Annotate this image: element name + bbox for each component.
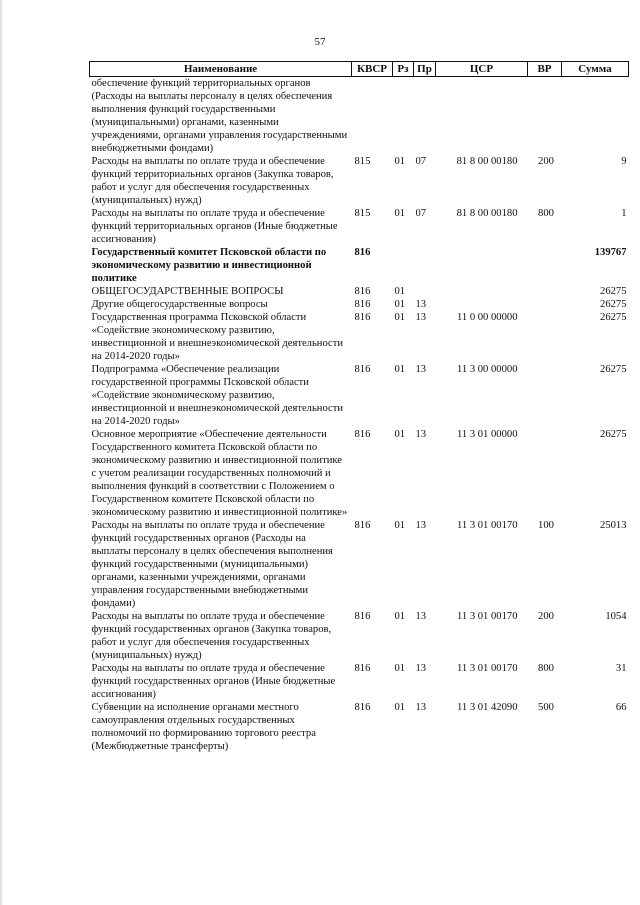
cell-kvsr: [352, 77, 393, 156]
cell-vr: 500: [538, 702, 554, 713]
header-rz: Рз: [393, 62, 414, 77]
header-vr: ВР: [528, 62, 562, 77]
cell-sum: 1054: [605, 611, 627, 622]
header-kvsr: КВСР: [352, 62, 393, 77]
cell-vr: 200: [538, 156, 554, 167]
table-row: [90, 155, 629, 207]
cell-rz: 01: [394, 364, 406, 375]
cell-sum: 9: [621, 156, 627, 167]
table-header: [90, 62, 629, 77]
header-csr: ЦСР: [436, 62, 528, 77]
page-number: 57: [314, 36, 326, 48]
cell-name: Государственный комитет Псковской области по экономическому развитию и инвестиционной политике: [91, 247, 327, 284]
cell-sum: 26275: [600, 364, 627, 375]
cell-vr: [528, 298, 562, 311]
cell-rz: 01: [394, 520, 406, 531]
cell-sum: 1: [621, 208, 627, 219]
cell-rz: 01: [394, 611, 406, 622]
cell-name: Расходы на выплаты по оплате труда и обеспечение функций государственных органов (Закупка товаров, работ и услуг для обеспечения государственных (муниципальных) нужд): [91, 611, 332, 661]
cell-csr: 11 3 01 00170: [456, 520, 518, 531]
cell-rz: 01: [394, 299, 406, 310]
cell-kvsr: 815: [354, 208, 371, 219]
cell-rz: 01: [394, 312, 406, 323]
cell-vr: 100: [538, 520, 554, 531]
cell-pr: 07: [415, 156, 427, 167]
cell-csr: [436, 298, 528, 311]
header-name: Наименование: [90, 62, 352, 77]
cell-kvsr: 816: [354, 702, 371, 713]
cell-pr: 13: [415, 429, 427, 440]
cell-rz: [393, 246, 414, 285]
cell-pr: 13: [415, 364, 427, 375]
cell-pr: 13: [415, 702, 427, 713]
cell-pr: 07: [415, 208, 427, 219]
cell-name: Расходы на выплаты по оплате труда и обеспечение функций государственных органов (Расходы на выплаты персоналу в целях обеспечения выполнения функций государственными (муниципальными) органами, казенными учреждениями, органами управления государственными внебюджетными фондами): [91, 520, 333, 609]
cell-name: ОБЩЕГОСУДАРСТВЕННЫЕ ВОПРОСЫ: [91, 286, 284, 297]
cell-vr: [528, 311, 562, 363]
cell-csr: 11 3 01 00170: [456, 663, 518, 674]
cell-sum: 26275: [600, 286, 627, 297]
cell-sum: 25013: [600, 520, 627, 531]
cell-pr: [414, 285, 436, 298]
table-row: [90, 701, 629, 753]
table-row: [90, 363, 629, 428]
cell-sum: 66: [615, 702, 627, 713]
cell-vr: 800: [538, 663, 554, 674]
cell-sum: 31: [615, 663, 627, 674]
cell-kvsr: 816: [354, 663, 371, 674]
cell-pr: 13: [415, 611, 427, 622]
cell-rz: 01: [394, 429, 406, 440]
table-row: [90, 662, 629, 701]
cell-vr: [528, 428, 562, 519]
cell-pr: [414, 246, 436, 285]
cell-kvsr: 816: [354, 312, 371, 323]
scan-left-edge: [0, 0, 3, 905]
cell-sum: 26275: [600, 299, 627, 310]
cell-name: обеспечение функций территориальных органов (Расходы на выплаты персоналу в целях обеспечения выполнения функций государственными (муниципальными) органами, казенными учреждениями, органами управления государственными внебюджетными фондами): [91, 78, 348, 154]
cell-csr: 11 3 00 00000: [456, 364, 518, 375]
header-row: [90, 62, 629, 77]
cell-name: Расходы на выплаты по оплате труда и обеспечение функций территориальных органов (Закупка товаров, работ и услуг для обеспечения государственных (муниципальных) нужд): [91, 156, 334, 206]
cell-csr: 11 0 00 00000: [456, 312, 518, 323]
cell-vr: [528, 363, 562, 428]
table-row: [90, 311, 629, 363]
cell-kvsr: 816: [354, 429, 371, 440]
header-sum: Сумма: [562, 62, 629, 77]
cell-kvsr: 816: [354, 364, 371, 375]
cell-name: Расходы на выплаты по оплате труда и обеспечение функций территориальных органов (Иные бюджетные ассигнования): [91, 208, 338, 245]
table-row: [90, 519, 629, 610]
cell-pr: 13: [415, 299, 427, 310]
header-pr: Пр: [414, 62, 436, 77]
cell-csr: [436, 285, 528, 298]
cell-rz: 01: [394, 208, 406, 219]
cell-sum: 26275: [600, 429, 627, 440]
cell-vr: [528, 246, 562, 285]
cell-rz: 01: [394, 702, 406, 713]
cell-kvsr: 816: [354, 611, 371, 622]
cell-pr: [414, 77, 436, 156]
cell-pr: 13: [415, 312, 427, 323]
table-body: [90, 77, 629, 754]
table-row: [90, 298, 629, 311]
table-row: [90, 428, 629, 519]
cell-rz: 01: [394, 663, 406, 674]
cell-csr: [436, 246, 528, 285]
cell-csr: 11 3 01 00000: [456, 429, 518, 440]
cell-pr: 13: [415, 663, 427, 674]
cell-vr: 800: [538, 208, 554, 219]
cell-kvsr: 816: [354, 520, 371, 531]
cell-rz: 01: [394, 286, 406, 297]
cell-rz: [393, 77, 414, 156]
cell-name: Подпрограмма «Обеспечение реализации государственной программы Псковской области «Содействие экономическому развитию, инвестиционной и внешнеэкономической деятельности на 2014-2020 годы»: [91, 364, 344, 427]
budget-table: [89, 61, 629, 753]
table-row: [90, 77, 629, 156]
cell-csr: 11 3 01 42090: [456, 702, 518, 713]
table-row: [90, 285, 629, 298]
cell-csr: 81 8 00 00180: [456, 208, 518, 219]
table-row: [90, 610, 629, 662]
cell-kvsr: 816: [354, 286, 371, 297]
cell-sum: 26275: [600, 312, 627, 323]
cell-vr: [528, 285, 562, 298]
cell-rz: 01: [394, 156, 406, 167]
table-row-bold: [90, 246, 629, 285]
cell-csr: 81 8 00 00180: [456, 156, 518, 167]
cell-pr: 13: [415, 520, 427, 531]
cell-kvsr: 816: [354, 299, 371, 310]
cell-name: Другие общегосударственные вопросы: [91, 299, 268, 310]
cell-name: Расходы на выплаты по оплате труда и обеспечение функций государственных органов (Иные бюджетные ассигнования): [91, 663, 336, 700]
cell-name: Государственная программа Псковской области «Содействие экономическому развитию, инвестиционной и внешнеэкономической деятельности на 2014-2020 годы»: [91, 312, 344, 362]
cell-name: Субвенции на исполнение органами местного самоуправления отдельных государственных полномочий по формированию торгового реестра (Межбюджетные трансферты): [91, 702, 316, 752]
cell-csr: 11 3 01 00170: [456, 611, 518, 622]
cell-kvsr: 816: [354, 247, 371, 258]
cell-sum: [562, 77, 629, 156]
table-row: [90, 207, 629, 246]
cell-sum: 139767: [594, 247, 627, 258]
cell-vr: [528, 77, 562, 156]
cell-vr: 200: [538, 611, 554, 622]
cell-name: Основное мероприятие «Обеспечение деятельности Государственного комитета Псковской области по экономическому развитию и инвестиционной политике с учетом реализации государственных полномочий и выполнения функций в соответствии с Положением о Государственном комитете Псковской области по экономическому развитию и инвестиционной политике»: [91, 429, 348, 518]
cell-csr: [436, 77, 528, 156]
cell-kvsr: 815: [354, 156, 371, 167]
